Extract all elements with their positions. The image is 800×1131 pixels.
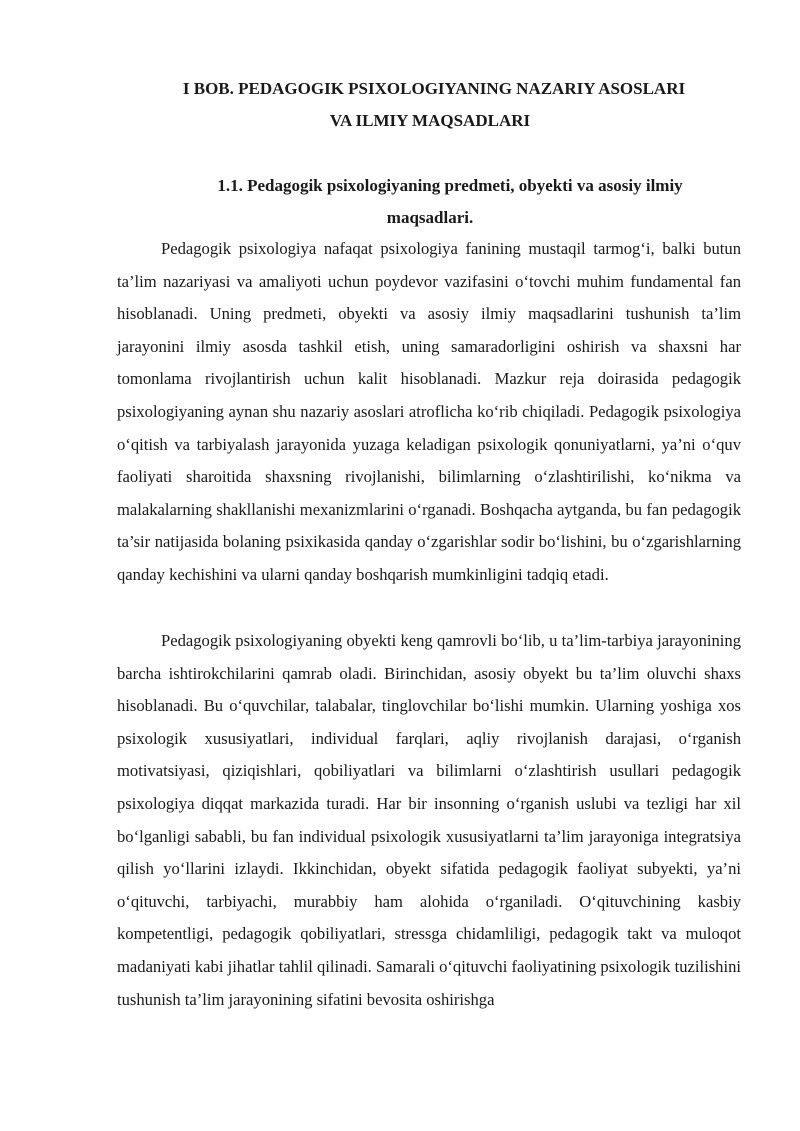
chapter-title-line-2: VA ILMIY MAQSADLARI (329, 111, 531, 130)
chapter-title-line-1: I BOB. PEDAGOGIK PSIXOLOGIYANING NAZARIY ASOSLARI (182, 79, 686, 98)
section-title-line-1: 1.1. Pedagogik psixologiyaning predmeti, obyekti va asosiy ilmiy (217, 176, 683, 195)
paragraph-text: Pedagogik psixologiya nafaqat psixologiya fanining mustaqil tarmog‘i, balki butun ta’lim nazariyasi va amaliyoti uchun poydevor vazifasini o‘tovchi muhim fundamental fan hisoblanadi. Uning predmeti, obyekti va asosiy ilmiy maqsadlarini tushunish ta’lim jarayonini ilmiy asosda tashkil etish, uning samaradorligini oshirish va shaxsni har tomonlama rivojlantirish uchun kalit hisoblanadi. Mazkur reja doirasida pedagogik psixologiyaning aynan shu nazariy asoslari atroflicha ko‘rib chiqiladi. Pedagogik psixologiya o‘qitish va tarbiyalash jarayonida yuzaga keladigan psixologik qonuniyatlarni, ya’ni o‘quv faoliyati sharoitida shaxsning rivojlanishi, bilimlarning o‘zlashtirilishi, ko‘nikma va malakalarning shakllanishi mexanizmlarini o‘rganadi. Boshqacha aytganda, bu fan pedagogik ta’sir natijasida bolaning psixikasida qanday o‘zgarishlar sodir bo‘lishini, bu o‘zgarishlarning qanday kechishini va ularni qanday boshqarish mumkinligini tadqiq etadi. (117, 239, 741, 584)
paragraph-text: Pedagogik psixologiyaning obyekti keng qamrovli bo‘lib, u ta’lim-tarbiya jarayonining barcha ishtirokchilarini qamrab oladi. Birinchidan, asosiy obyekt bu ta’lim oluvchi shaxs hisoblanadi. Bu o‘quvchilar, talabalar, tinglovchilar bo‘lishi mumkin. Ularning yoshiga xos psixologik xususiyatlari, individual farqlari, aqliy rivojlanish darajasi, o‘rganish motivatsiyasi, qiziqishlari, qobiliyatlari va bilimlarni o‘zlashtirish usullari pedagogik psixologiya diqqat markazida turadi. Har bir insonning o‘rganish uslubi va tezligi har xil bo‘lganligi sababli, bu fan individual psixologik xususiyatlarni ta’lim jarayoniga integratsiya qilish yo‘llarini izlaydi. Ikkinchidan, obyekt sifatida pedagogik faoliyat subyekti, ya’ni o‘qituvchi, tarbiyachi, murabbiy ham alohida o‘rganiladi. O‘qituvchining kasbiy kompetentligi, pedagogik qobiliyatlari, stressga chidamliligi, pedagogik takt va muloqot madaniyati kabi jihatlar tahlil qilinadi. Samarali o‘qituvchi faoliyatining psixologik tuzilishini tushunish ta’lim jarayonining sifatini bevosita oshirishga (117, 631, 741, 1009)
section-title-line-2: maqsadlari. (386, 208, 474, 227)
body-paragraph-1 (117, 233, 741, 592)
body-paragraph-2 (117, 625, 741, 1016)
